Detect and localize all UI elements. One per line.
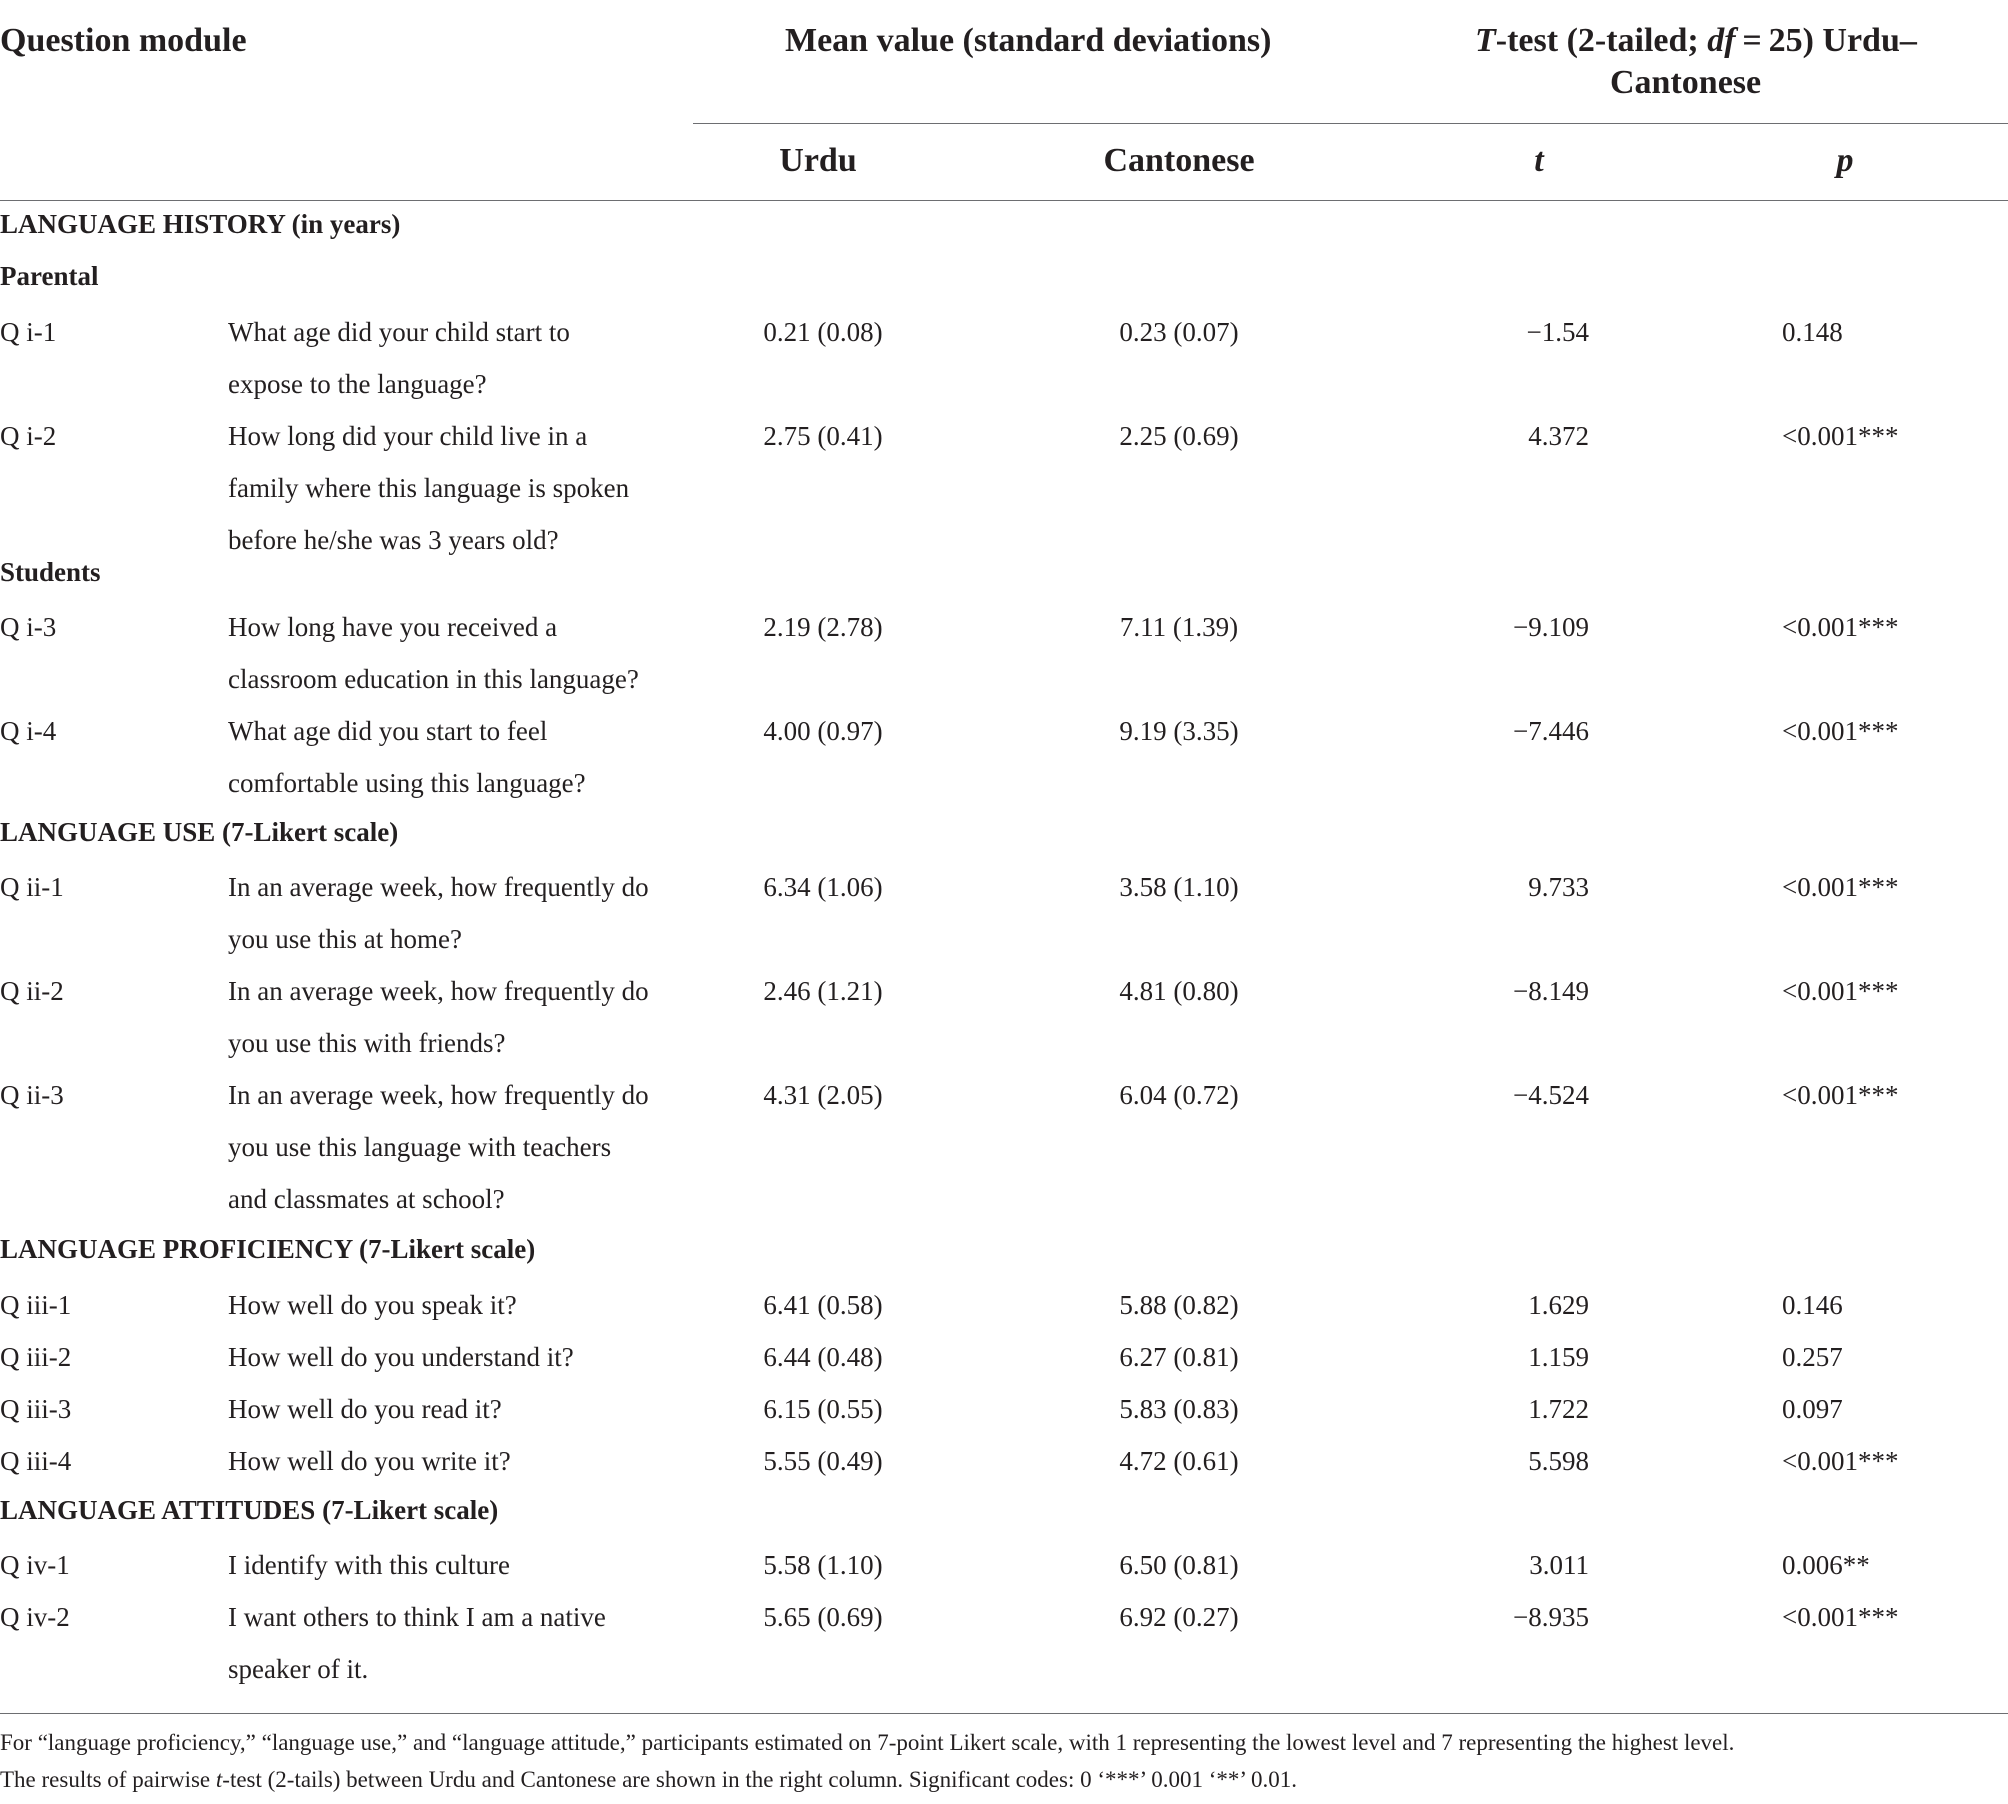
header-cantonese: Cantonese xyxy=(1103,142,1255,179)
row-id: Q iv-1 xyxy=(0,1550,70,1580)
row-t: −8.935 xyxy=(1513,1602,1589,1632)
row-question-line: before he/she was 3 years old? xyxy=(228,525,559,555)
header-urdu: Urdu xyxy=(779,142,857,179)
row-cantonese: 2.25 (0.69) xyxy=(1119,421,1239,451)
row-cantonese: 6.04 (0.72) xyxy=(1119,1080,1239,1110)
header-ttest-T: T xyxy=(1475,22,1496,59)
row-urdu: 6.15 (0.55) xyxy=(763,1394,883,1424)
row-p: 0.257 xyxy=(1782,1342,1843,1372)
header-ttest-line2: Cantonese xyxy=(1610,64,1762,101)
row-t: −7.446 xyxy=(1513,716,1589,746)
row-p: <0.001*** xyxy=(1782,612,1899,642)
row-p: <0.001*** xyxy=(1782,1080,1899,1110)
row-id: Q ii-2 xyxy=(0,976,64,1006)
footnote-line-2 xyxy=(0,1761,1297,1798)
row-question-line: you use this with friends? xyxy=(228,1028,506,1058)
row-urdu: 4.31 (2.05) xyxy=(763,1080,883,1110)
row-t: 3.011 xyxy=(1529,1550,1589,1580)
section-language-use: LANGUAGE USE (7-Likert scale) xyxy=(0,817,399,847)
row-question-line: family where this language is spoken xyxy=(228,473,630,503)
row-cantonese: 4.72 (0.61) xyxy=(1119,1446,1239,1476)
row-urdu: 4.00 (0.97) xyxy=(763,716,883,746)
row-cantonese: 6.50 (0.81) xyxy=(1119,1550,1239,1580)
row-id: Q i-3 xyxy=(0,612,57,642)
row-question xyxy=(228,1331,574,1383)
row-p: 0.148 xyxy=(1782,317,1843,347)
row-urdu: 6.41 (0.58) xyxy=(763,1290,883,1320)
row-question-line: speaker of it. xyxy=(228,1654,369,1684)
row-question-line: In an average week, how frequently do xyxy=(228,872,649,902)
header-mean-value: Mean value (standard deviations) xyxy=(785,22,1272,59)
row-id: Q i-1 xyxy=(0,317,57,347)
row-question xyxy=(228,1279,517,1331)
row-urdu: 2.46 (1.21) xyxy=(763,976,883,1006)
row-urdu: 5.58 (1.10) xyxy=(763,1550,883,1580)
row-cantonese: 3.58 (1.10) xyxy=(1119,872,1239,902)
row-urdu: 2.19 (2.78) xyxy=(763,612,883,642)
row-question-line: What age did you start to feel xyxy=(228,716,548,746)
row-t: 4.372 xyxy=(1528,421,1589,451)
header-ttest-mid: -test (2-tailed; xyxy=(1495,22,1708,59)
row-cantonese: 0.23 (0.07) xyxy=(1119,317,1239,347)
row-question xyxy=(228,306,570,410)
row-p: <0.001*** xyxy=(1782,976,1899,1006)
section-language-proficiency: LANGUAGE PROFICIENCY (7-Likert scale) xyxy=(0,1234,536,1264)
row-question-line: How well do you write it? xyxy=(228,1446,511,1476)
header-ttest-end: = 25) Urdu– xyxy=(1735,22,1917,59)
row-question-line: How well do you read it? xyxy=(228,1394,502,1424)
row-cantonese: 7.11 (1.39) xyxy=(1119,612,1239,642)
section-language-history: LANGUAGE HISTORY (in years) xyxy=(0,209,401,239)
row-p: 0.097 xyxy=(1782,1394,1843,1424)
row-p: <0.001*** xyxy=(1782,872,1899,902)
row-urdu: 0.21 (0.08) xyxy=(763,317,883,347)
row-question xyxy=(228,601,639,705)
row-p: 0.006** xyxy=(1782,1550,1870,1580)
row-t: −9.109 xyxy=(1513,612,1589,642)
row-id: Q i-2 xyxy=(0,421,57,451)
row-question-line: How long have you received a xyxy=(228,612,558,642)
row-question xyxy=(228,1539,510,1591)
row-question-line: you use this at home? xyxy=(228,924,462,954)
row-id: Q ii-3 xyxy=(0,1080,64,1110)
header-t xyxy=(1389,140,1689,182)
row-id: Q iv-2 xyxy=(0,1602,70,1632)
row-question xyxy=(228,861,649,965)
header-ttest xyxy=(1475,20,1917,62)
row-id: Q iii-3 xyxy=(0,1394,72,1424)
row-question-line: expose to the language? xyxy=(228,369,487,399)
row-question-line: How well do you understand it? xyxy=(228,1342,574,1372)
row-id: Q iii-1 xyxy=(0,1290,72,1320)
row-t: −8.149 xyxy=(1513,976,1589,1006)
row-question-line: you use this language with teachers xyxy=(228,1132,612,1162)
row-p: <0.001*** xyxy=(1782,1446,1899,1476)
row-question-line: and classmates at school? xyxy=(228,1184,505,1214)
footnote-line-2a: The results of pairwise xyxy=(0,1767,216,1792)
header-p-label: p xyxy=(1836,142,1854,179)
row-urdu: 5.65 (0.69) xyxy=(763,1602,883,1632)
row-t: 1.722 xyxy=(1528,1394,1589,1424)
row-question xyxy=(228,1069,649,1225)
footnote-line-2b: t xyxy=(215,1767,223,1792)
row-urdu: 5.55 (0.49) xyxy=(763,1446,883,1476)
section-students: Students xyxy=(0,557,101,587)
row-question xyxy=(228,1591,606,1695)
row-question-line: How long did your child live in a xyxy=(228,421,588,451)
row-id: Q ii-1 xyxy=(0,872,64,902)
row-cantonese: 4.81 (0.80) xyxy=(1119,976,1239,1006)
row-id: Q iii-4 xyxy=(0,1446,72,1476)
row-p: <0.001*** xyxy=(1782,1602,1899,1632)
row-id: Q iii-2 xyxy=(0,1342,72,1372)
row-question-line: classroom education in this language? xyxy=(228,664,639,694)
row-t: 1.159 xyxy=(1528,1342,1589,1372)
footnote-line-1: For “language proficiency,” “language use,” and “language attitude,” participants estimated on 7-point Likert scale, with 1 representing the lowest level and 7 representing the highest level. xyxy=(0,1730,1735,1755)
header-subrule xyxy=(693,123,2008,124)
row-question-line: How well do you speak it? xyxy=(228,1290,517,1320)
row-question xyxy=(228,705,586,809)
row-t: −4.524 xyxy=(1513,1080,1589,1110)
footnote-line-2c: -test (2-tails) between Urdu and Cantonese are shown in the right column. Significant codes: 0 ‘***’ 0.001 ‘**’ 0.01. xyxy=(222,1767,1298,1792)
row-cantonese: 9.19 (3.35) xyxy=(1119,716,1239,746)
row-question xyxy=(228,965,649,1069)
row-question-line: What age did your child start to xyxy=(228,317,570,347)
header-bottom-rule xyxy=(0,200,2008,201)
row-p: <0.001*** xyxy=(1782,421,1899,451)
header-ttest-df: df xyxy=(1707,22,1736,59)
row-question-line: In an average week, how frequently do xyxy=(228,976,649,1006)
section-language-attitudes: LANGUAGE ATTITUDES (7-Likert scale) xyxy=(0,1495,499,1525)
row-urdu: 2.75 (0.41) xyxy=(763,421,883,451)
row-question-line: I want others to think I am a native xyxy=(228,1602,606,1632)
row-question-line: comfortable using this language? xyxy=(228,768,586,798)
row-cantonese: 6.92 (0.27) xyxy=(1119,1602,1239,1632)
row-urdu: 6.34 (1.06) xyxy=(763,872,883,902)
header-question-module: Question module xyxy=(0,22,247,59)
row-cantonese: 5.83 (0.83) xyxy=(1119,1394,1239,1424)
row-p: <0.001*** xyxy=(1782,716,1899,746)
row-id: Q i-4 xyxy=(0,716,57,746)
row-t: 5.598 xyxy=(1528,1446,1589,1476)
section-parental: Parental xyxy=(0,261,99,291)
row-question xyxy=(228,410,629,566)
row-t: 9.733 xyxy=(1528,872,1589,902)
row-t: −1.54 xyxy=(1526,317,1589,347)
row-question xyxy=(228,1435,511,1487)
header-t-label: t xyxy=(1534,142,1544,179)
row-question-line: In an average week, how frequently do xyxy=(228,1080,649,1110)
row-p: 0.146 xyxy=(1782,1290,1843,1320)
row-cantonese: 6.27 (0.81) xyxy=(1119,1342,1239,1372)
header-p xyxy=(1695,140,1995,182)
row-urdu: 6.44 (0.48) xyxy=(763,1342,883,1372)
table-bottom-rule xyxy=(0,1713,2008,1714)
row-cantonese: 5.88 (0.82) xyxy=(1119,1290,1239,1320)
row-question-line: I identify with this culture xyxy=(228,1550,510,1580)
row-question xyxy=(228,1383,502,1435)
row-t: 1.629 xyxy=(1528,1290,1589,1320)
